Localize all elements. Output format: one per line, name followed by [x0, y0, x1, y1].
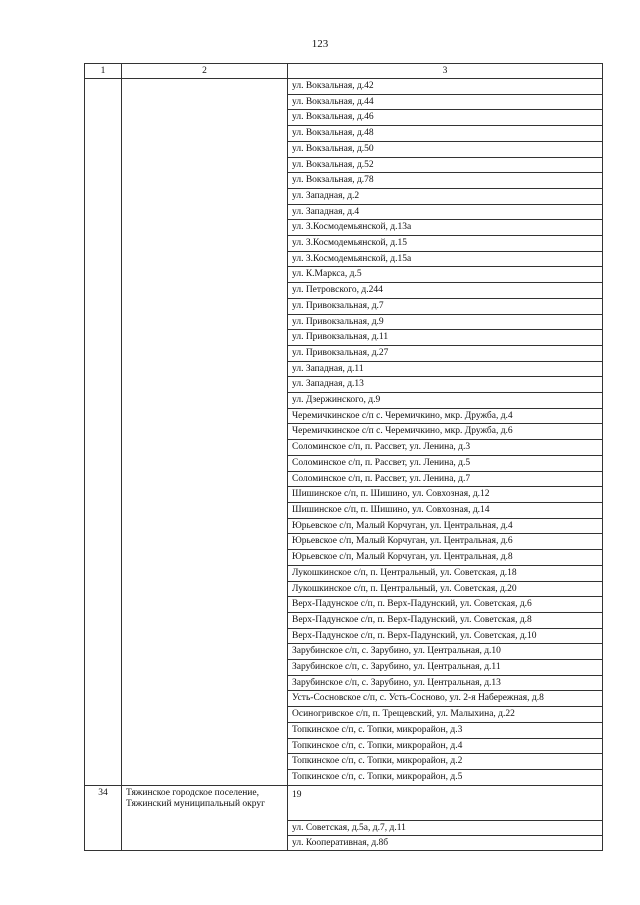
address-cell: Топкинское с/п, с. Топки, микрорайон, д.2: [288, 754, 603, 770]
address-cell: Усть-Сосновское с/п, с. Усть-Сосново, ул. 2-я Набережная, д.8: [288, 691, 603, 707]
address-cell: ул. Вокзальная, д.78: [288, 173, 603, 189]
table-body: [85, 79, 603, 851]
address-cell: Зарубинское с/п, с. Зарубино, ул. Центральная, д.11: [288, 660, 603, 676]
address-cell: Юрьевское с/п, Малый Корчуган, ул. Центральная, д.6: [288, 534, 603, 550]
header-row: [85, 64, 603, 79]
address-cell: ул. Вокзальная, д.42: [288, 79, 603, 95]
address-cell: Топкинское с/п, с. Топки, микрорайон, д.5: [288, 769, 603, 785]
address-cell: Черемичкинское с/п с. Черемичкино, мкр. Дружба, д.6: [288, 424, 603, 440]
address-cell: Юрьевское с/п, Малый Корчуган, ул. Центральная, д.8: [288, 550, 603, 566]
address-cell: ул. Привокзальная, д.11: [288, 330, 603, 346]
address-cell: ул. Вокзальная, д.44: [288, 94, 603, 110]
address-cell: ул. Западная, д.13: [288, 377, 603, 393]
address-cell: Осиногривское с/п, п. Трещевский, ул. Малыхина, д.22: [288, 707, 603, 723]
address-cell: Лукошкинское с/п, п. Центральный, ул. Советская, д.20: [288, 581, 603, 597]
address-cell: ул. Западная, д.2: [288, 188, 603, 204]
settlement-name-cell: Тяжинское городское поселение, Тяжинский муниципальный округ: [122, 785, 288, 850]
address-cell: ул. Вокзальная, д.48: [288, 126, 603, 142]
count-cell: 19: [288, 785, 603, 820]
address-cell: ул. Привокзальная, д.9: [288, 314, 603, 330]
address-cell: Верх-Падунское с/п, п. Верх-Падунский, ул. Советская, д.6: [288, 597, 603, 613]
address-cell: ул. З.Космодемьянской, д.15: [288, 236, 603, 252]
row-number-cell: 34: [85, 785, 122, 850]
address-cell: ул. Привокзальная, д.27: [288, 345, 603, 361]
address-cell: ул. Западная, д.11: [288, 361, 603, 377]
address-cell: ул. Вокзальная, д.50: [288, 141, 603, 157]
address-cell: Зарубинское с/п, с. Зарубино, ул. Центральная, д.10: [288, 644, 603, 660]
address-cell: Лукошкинское с/п, п. Центральный, ул. Советская, д.18: [288, 565, 603, 581]
address-cell: Верх-Падунское с/п, п. Верх-Падунский, ул. Советская, д.10: [288, 628, 603, 644]
address-cell: Шишинское с/п, п. Шишино, ул. Совхозная, д.14: [288, 502, 603, 518]
address-cell: Черемичкинское с/п с. Черемичкино, мкр. Дружба, д.4: [288, 408, 603, 424]
address-cell: Соломинское с/п, п. Рассвет, ул. Ленина, д.5: [288, 455, 603, 471]
address-cell: ул. Петровского, д.244: [288, 283, 603, 299]
address-cell: ул. Привокзальная, д.7: [288, 298, 603, 314]
address-cell: ул. Дзержинского, д.9: [288, 393, 603, 409]
address-cell: Соломинское с/п, п. Рассвет, ул. Ленина, д.3: [288, 440, 603, 456]
header-col-1: 1: [85, 64, 122, 79]
address-cell: Соломинское с/п, п. Рассвет, ул. Ленина, д.7: [288, 471, 603, 487]
address-cell: ул. Вокзальная, д.46: [288, 110, 603, 126]
header-col-2: 2: [122, 64, 288, 79]
settlement-cell: [122, 79, 288, 786]
header-col-3: 3: [288, 64, 603, 79]
address-cell: Верх-Падунское с/п, п. Верх-Падунский, ул. Советская, д.8: [288, 612, 603, 628]
address-cell: Топкинское с/п, с. Топки, микрорайон, д.3: [288, 722, 603, 738]
address-cell: ул. Западная, д.4: [288, 204, 603, 220]
address-cell: ул. Советская, д.5а, д.7, д.11: [288, 820, 603, 835]
address-cell: ул. Вокзальная, д.52: [288, 157, 603, 173]
address-cell: ул. З.Космодемьянской, д.13а: [288, 220, 603, 236]
row-number-cell: [85, 79, 122, 786]
address-cell: ул. З.Космодемьянской, д.15а: [288, 251, 603, 267]
address-cell: ул. К.Маркса, д.5: [288, 267, 603, 283]
page-number: 123: [311, 38, 329, 50]
address-table: [84, 63, 603, 851]
address-cell: Шишинское с/п, п. Шишино, ул. Совхозная, д.12: [288, 487, 603, 503]
address-cell: ул. Кооперативная, д.8б: [288, 835, 603, 850]
table-row-34: [85, 785, 603, 820]
address-cell: Топкинское с/п, с. Топки, микрорайон, д.4: [288, 738, 603, 754]
address-cell: Зарубинское с/п, с. Зарубино, ул. Центральная, д.13: [288, 675, 603, 691]
address-cell: Юрьевское с/п, Малый Корчуган, ул. Центральная, д.4: [288, 518, 603, 534]
table-row: [85, 79, 603, 95]
